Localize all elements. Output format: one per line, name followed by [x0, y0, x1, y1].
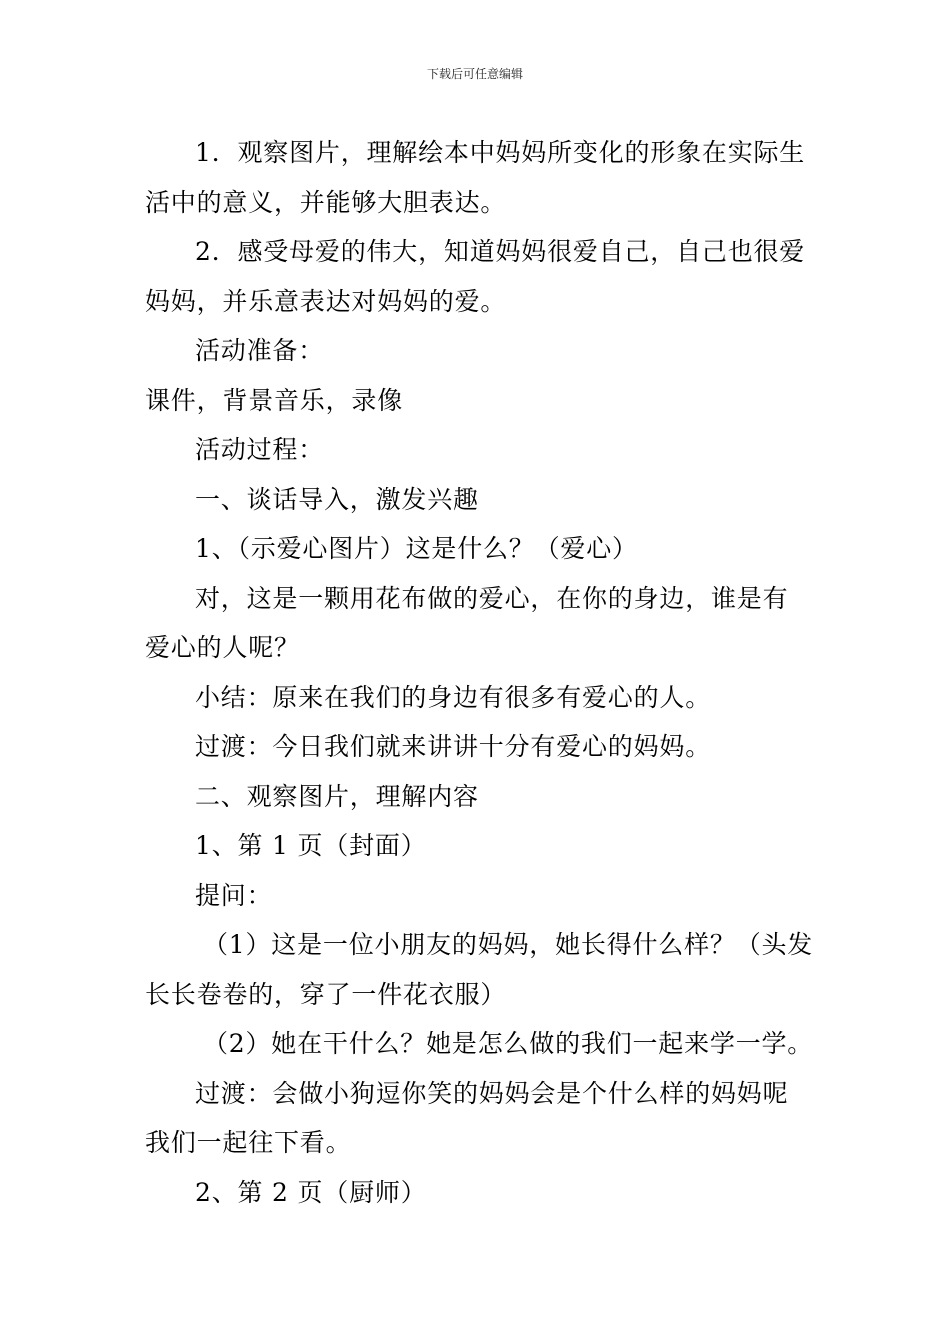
paragraph: 1．观察图片，理解绘本中妈妈所变化的形象在实际生: [195, 138, 806, 167]
section-label: 活动准备：: [195, 336, 325, 365]
paragraph: 对，这是一颗用花布做的爱心，在你的身边，谁是有: [195, 583, 789, 613]
paragraph: 小结：原来在我们的身边有很多有爱心的人。: [195, 682, 712, 712]
paragraph: 爱心的人呢？: [145, 633, 300, 662]
paragraph: 课件，背景音乐，录像: [145, 385, 404, 415]
paragraph: 妈妈，并乐意表达对妈妈的爱。: [145, 286, 507, 316]
section-label: 活动过程：: [195, 435, 325, 464]
paragraph: 过渡：今日我们就来讲讲十分有爱心的妈妈。: [195, 732, 712, 761]
section-heading: 一、谈话导入，激发兴趣: [195, 484, 479, 514]
paragraph: 1、（示爱心图片）这是什么？（爱心）: [195, 534, 638, 563]
paragraph: （1）这是一位小朋友的妈妈，她长得什么样？（头发: [203, 930, 814, 959]
paragraph: （2）她在干什么？她是怎么做的我们一起来学一学。: [203, 1029, 814, 1058]
paragraph: 2．感受母爱的伟大，知道妈妈很爱自己，自己也很爱: [195, 237, 806, 266]
paragraph: 活中的意义，并能够大胆表达。: [145, 187, 507, 217]
paragraph: 过渡：会做小狗逗你笑的妈妈会是个什么样的妈妈呢: [195, 1078, 789, 1108]
paragraph: 2、第 2 页（厨师）: [195, 1177, 427, 1207]
paragraph: 我们一起往下看。: [145, 1128, 352, 1157]
document-body: [145, 128, 815, 1217]
paragraph: 1、第 1 页（封面）: [195, 831, 427, 860]
paragraph: 提问：: [195, 880, 273, 910]
page-header: 下载后可任意编辑: [426, 67, 523, 81]
section-heading: 二、观察图片，理解内容: [195, 781, 479, 811]
paragraph: 长长卷卷的，穿了一件花衣服）: [145, 979, 507, 1009]
